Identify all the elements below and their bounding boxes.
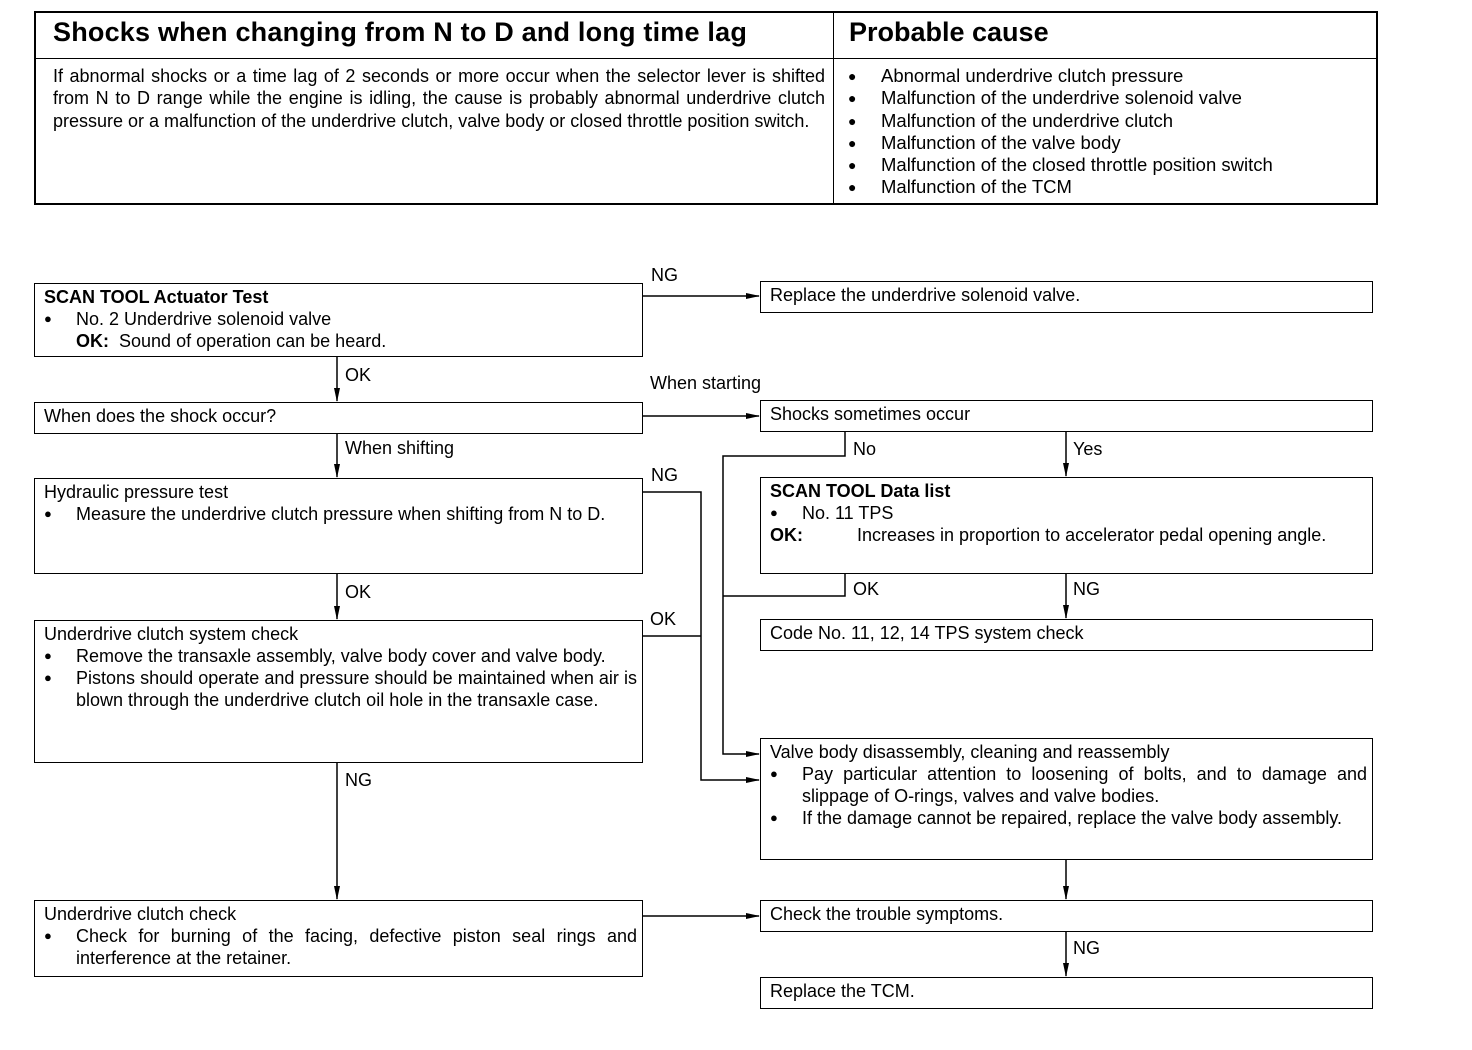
actuator-test-title: SCAN TOOL Actuator Test <box>44 287 269 307</box>
valve-body-title: Valve body disassembly, cleaning and reassembly <box>770 742 1170 762</box>
ok-text: Sound of operation can be heard. <box>119 331 387 351</box>
data-list-item: ● No. 11 TPS <box>770 502 1367 524</box>
symptom-description: If abnormal shocks or a time lag of 2 seconds or more occur when the selector lever is shifted from N to D range while the engine is idling, the cause is probably abnormal underdrive clutch pressure or a malfunction of the underdrive clutch, valve body or closed throttle position switch. <box>53 66 825 131</box>
trouble-symptoms-box <box>760 900 1373 932</box>
edge-label-hydraulic-ok: OK <box>345 582 372 602</box>
symptom-heading: Shocks when changing from N to D and long time lag <box>53 17 748 47</box>
hydraulic-test-item: ● Measure the underdrive clutch pressure when shifting from N to D. <box>44 503 637 525</box>
cause-item: ● Abnormal underdrive clutch pressure <box>848 65 1273 87</box>
data-list-title: SCAN TOOL Data list <box>770 481 951 501</box>
edge-label-clutch-system-ng: NG <box>345 770 372 790</box>
edge-label-hydraulic-ng: NG <box>651 465 678 485</box>
data-list-ok <box>770 524 1367 546</box>
edge-label-actuator-ok: OK <box>345 365 372 385</box>
edge-label-actuator-ng: NG <box>651 265 678 285</box>
ok-label: OK: <box>770 525 803 545</box>
cause-item: ● Malfunction of the TCM <box>848 176 1273 198</box>
replace-tcm-text: Replace the TCM. <box>770 981 915 1001</box>
cause-item: ● Malfunction of the closed throttle position switch <box>848 154 1273 176</box>
ok-text: Increases in proportion to accelerator pedal opening angle. <box>857 525 1327 545</box>
valve-body-box <box>760 738 1373 860</box>
replace-solenoid-text: Replace the underdrive solenoid valve. <box>770 285 1081 305</box>
trouble-symptoms-text: Check the trouble symptoms. <box>770 904 1004 924</box>
clutch-check-title: Underdrive clutch check <box>44 904 237 924</box>
hydraulic-test-title: Hydraulic pressure test <box>44 482 229 502</box>
clutch-system-check-item: ● Remove the transaxle assembly, valve body cover and valve body. <box>44 645 637 667</box>
hydraulic-test-box <box>34 478 643 574</box>
edge-label-shocks-no: No <box>853 439 877 459</box>
cause-item: ● Malfunction of the underdrive clutch <box>848 110 1273 132</box>
edge-label-datalist-ok: OK <box>853 579 880 599</box>
replace-solenoid-box <box>760 281 1373 313</box>
edge-label-when-starting: When starting <box>650 373 762 393</box>
probable-cause-heading: Probable cause <box>849 17 1049 47</box>
actuator-test-item: ● No. 2 Underdrive solenoid valve <box>44 308 637 330</box>
clutch-check-item: ● Check for burning of the facing, defective piston seal rings and interference at the retainer. <box>44 925 637 969</box>
shocks-sometimes-text: Shocks sometimes occur <box>770 404 971 424</box>
edge-label-shocks-yes: Yes <box>1073 439 1103 459</box>
clutch-check-box <box>34 900 643 977</box>
clutch-system-check-title: Underdrive clutch system check <box>44 624 299 644</box>
clutch-system-check-box <box>34 620 643 763</box>
valve-body-item: ● Pay particular attention to loosening of bolts, and to damage and slippage of O-rings, valves and valve bodies. <box>770 763 1367 807</box>
shocks-sometimes-box <box>760 400 1373 432</box>
replace-tcm-box <box>760 977 1373 1009</box>
data-list-box <box>760 477 1373 574</box>
cause-item: ● Malfunction of the valve body <box>848 132 1273 154</box>
clutch-system-check-item: ● Pistons should operate and pressure should be maintained when air is blown through the underdrive clutch oil hole in the transaxle case. <box>44 667 637 711</box>
valve-body-item: ● If the damage cannot be repaired, replace the valve body assembly. <box>770 807 1367 829</box>
cause-item: ● Malfunction of the underdrive solenoid valve <box>848 87 1273 109</box>
edge-label-when-shifting: When shifting <box>345 438 455 458</box>
edge-label-datalist-ng: NG <box>1073 579 1100 599</box>
actuator-test-box <box>34 283 643 357</box>
when-shock-text: When does the shock occur? <box>44 406 277 426</box>
tps-check-text: Code No. 11, 12, 14 TPS system check <box>770 623 1084 643</box>
tps-check-box <box>760 619 1373 651</box>
edge-label-clutch-system-ok: OK <box>650 609 677 629</box>
ok-label: OK: <box>76 331 109 351</box>
edge-label-symptoms-ng: NG <box>1073 938 1100 958</box>
when-shock-box <box>34 402 643 434</box>
actuator-test-ok <box>44 330 637 352</box>
